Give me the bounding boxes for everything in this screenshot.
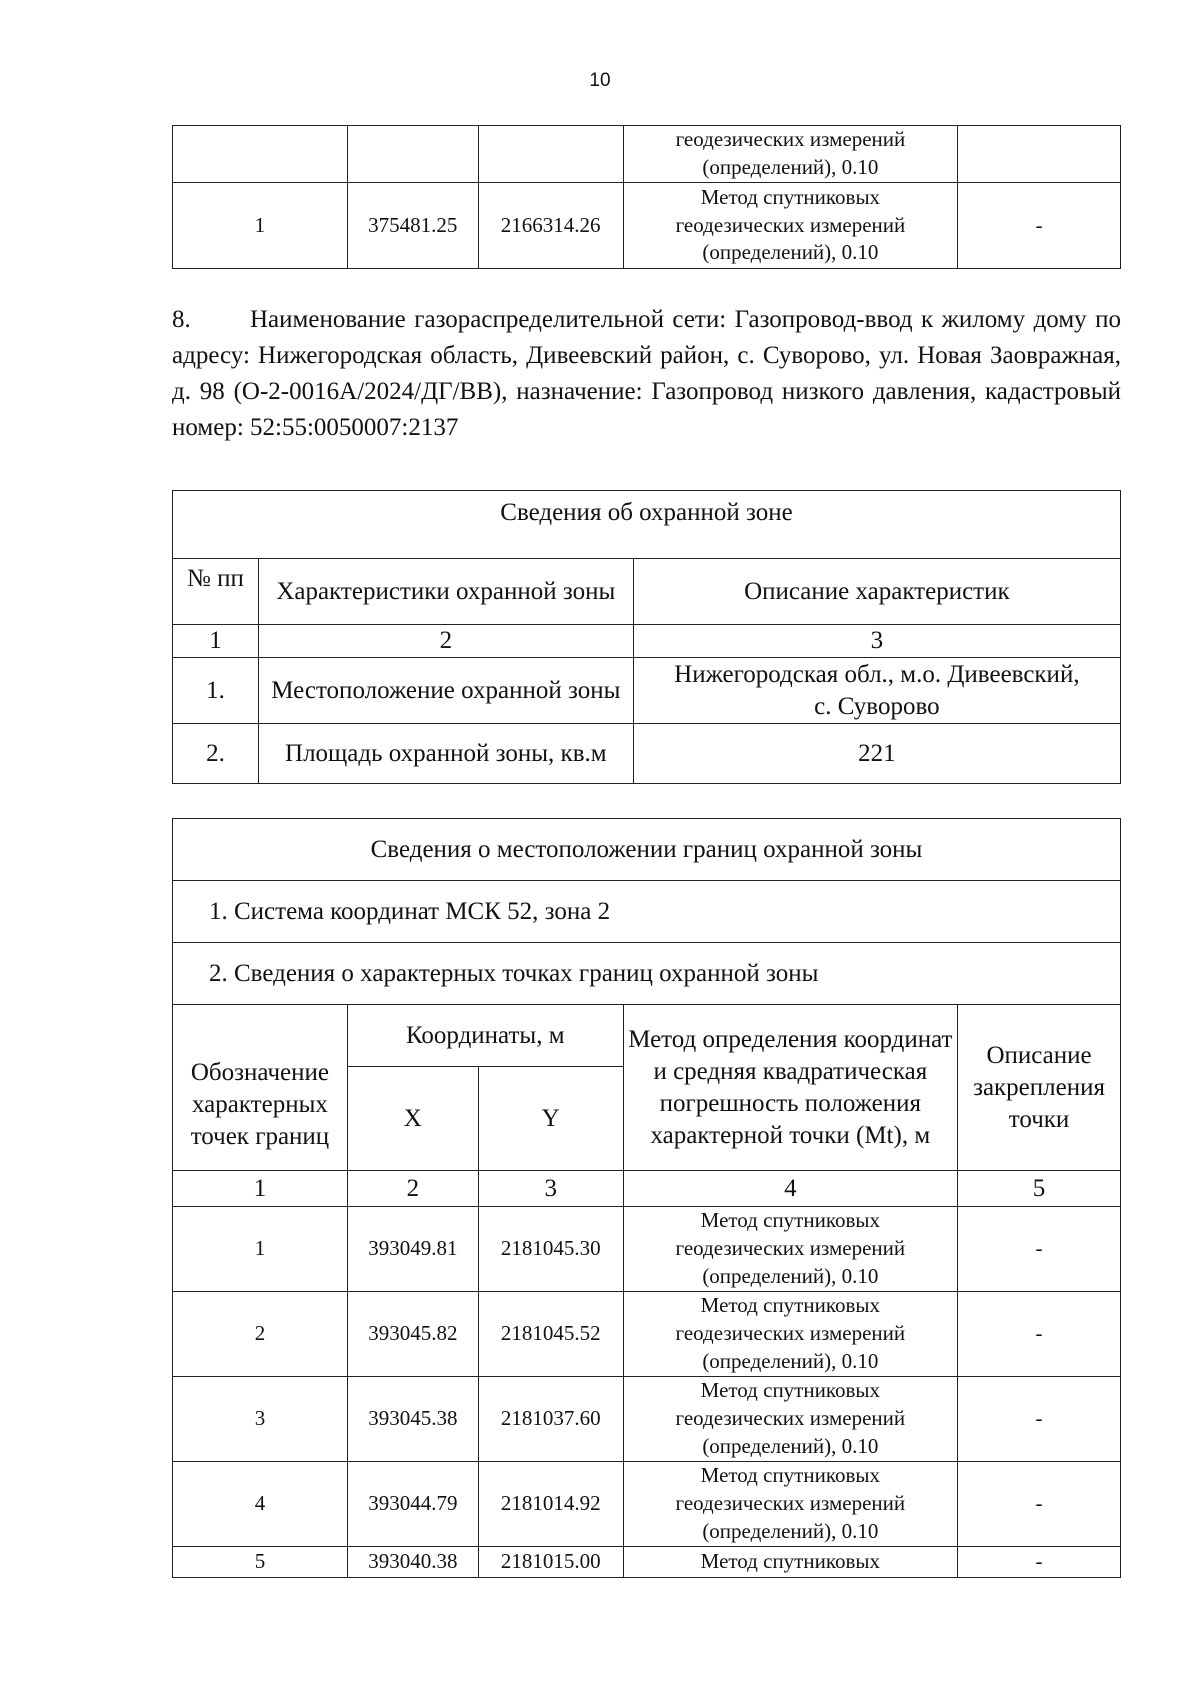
fix-cell: [958, 126, 1121, 183]
table-header-row: [173, 1005, 1121, 1067]
row-characteristic: Местоположение охранной зоны: [258, 658, 633, 724]
column-number: 1: [173, 625, 259, 658]
column-numbers-row: [173, 1171, 1121, 1207]
fix-cell: -: [958, 183, 1121, 269]
section-number: 8.: [172, 306, 191, 333]
fix-cell: -: [958, 1462, 1121, 1547]
protected-zone-table: [172, 490, 1121, 784]
method-line: геодезических измерений: [675, 127, 906, 152]
column-number: 5: [958, 1171, 1121, 1207]
page-number: 10: [589, 70, 611, 91]
table-row: [173, 1462, 1121, 1547]
method-cell: [623, 183, 958, 269]
description-line: Нижегородская обл., м.о. Дивеевский,: [674, 661, 1080, 689]
table-title-row: [173, 491, 1121, 559]
fix-cell: -: [958, 1207, 1121, 1292]
table-row: [173, 1207, 1121, 1292]
y-cell: 2181014.92: [478, 1462, 623, 1547]
fix-cell: -: [958, 1292, 1121, 1377]
column-number: 4: [623, 1171, 957, 1207]
method-line: геодезических измерений: [675, 1491, 906, 1516]
header-description: Описание характеристик: [633, 559, 1120, 625]
points-title: 2. Сведения о характерных точках границ охранной зоны: [173, 943, 1121, 1005]
point-cell: 4: [173, 1462, 348, 1547]
section-paragraph: [172, 302, 1121, 446]
section-text: Наименование газораспределительной сети: Газопровод-ввод к жилому дому по адресу: Нижегородская область, Дивеевский район, с. Суворово, ул. Новая Заовражная, д. 98 (О-2-0016А/2024/ДГ/ВВ), назначение: Газопровод низкого давления, кадастровый номер: 52:55:0050007:2137: [172, 306, 1121, 441]
method-line: (определений), 0.10: [702, 155, 879, 179]
x-cell: 393040.38: [347, 1547, 478, 1578]
method-cell: [623, 126, 958, 183]
method-line: (определений), 0.10: [702, 1348, 879, 1373]
y-cell: 2181015.00: [478, 1547, 623, 1578]
method-cell: [623, 1377, 957, 1462]
table-title-row: [173, 819, 1121, 881]
column-number: 1: [173, 1171, 348, 1207]
point-cell: [173, 126, 348, 183]
x-cell: 375481.25: [347, 183, 478, 269]
method-line: геодезических измерений: [675, 1321, 906, 1346]
header-designation: Обозначение характерных точек границ: [173, 1005, 348, 1171]
header-x: X: [347, 1067, 478, 1171]
method-line: (определений), 0.10: [702, 1263, 879, 1288]
method-cell: Метод спутниковых: [623, 1547, 957, 1578]
table-title: Сведения об охранной зоне: [173, 491, 1121, 559]
header-y: Y: [478, 1067, 623, 1171]
x-cell: [347, 126, 478, 183]
table-row: [173, 1547, 1121, 1578]
table-row: [173, 658, 1121, 724]
row-description: [633, 658, 1120, 724]
row-num: 1.: [173, 658, 259, 724]
points-title-row: [173, 943, 1121, 1005]
header-characteristics: Характеристики охранной зоны: [258, 559, 633, 625]
point-cell: 3: [173, 1377, 348, 1462]
method-line: Метод спутниковых: [700, 1293, 880, 1318]
y-cell: 2181045.52: [478, 1292, 623, 1377]
point-cell: 1: [173, 1207, 348, 1292]
coordinate-system-row: [173, 881, 1121, 943]
method-line: (определений), 0.10: [702, 240, 879, 265]
column-number: 2: [258, 625, 633, 658]
method-line: Метод спутниковых: [700, 1463, 880, 1488]
continued-coordinates-table: [172, 125, 1121, 269]
column-numbers-row: [173, 625, 1121, 658]
column-number: 2: [347, 1171, 478, 1207]
method-line: геодезических измерений: [675, 212, 906, 237]
row-characteristic: Площадь охранной зоны, кв.м: [258, 724, 633, 784]
x-cell: 393045.38: [347, 1377, 478, 1462]
y-cell: 2181045.30: [478, 1207, 623, 1292]
table-row: [173, 724, 1121, 784]
table-title: Сведения о местоположении границ охранной зоны: [173, 819, 1121, 881]
method-line: геодезических измерений: [675, 1406, 906, 1431]
method-line: (определений), 0.10: [702, 1433, 879, 1458]
y-cell: 2166314.26: [478, 183, 623, 269]
method-line: (определений), 0.10: [702, 1518, 879, 1543]
row-num: 2.: [173, 724, 259, 784]
header-method: Метод определения координат и средняя квадратическая погрешность положения характерной точки (Mt), м: [623, 1005, 957, 1171]
y-cell: 2181037.60: [478, 1377, 623, 1462]
table-row: [173, 126, 1121, 183]
coordinate-system: 1. Система координат МСК 52, зона 2: [173, 881, 1121, 943]
header-coordinates: Координаты, м: [347, 1005, 623, 1067]
x-cell: 393044.79: [347, 1462, 478, 1547]
table-row: [173, 1292, 1121, 1377]
method-line: Метод спутниковых: [700, 1378, 880, 1403]
table-row: [173, 183, 1121, 269]
table-row: [173, 1377, 1121, 1462]
column-number: 3: [478, 1171, 623, 1207]
x-cell: 393049.81: [347, 1207, 478, 1292]
fix-cell: -: [958, 1377, 1121, 1462]
column-number: 3: [633, 625, 1120, 658]
point-cell: 2: [173, 1292, 348, 1377]
boundary-coordinates-table: [172, 818, 1121, 1578]
x-cell: 393045.82: [347, 1292, 478, 1377]
header-fixing: Описание закрепления точки: [958, 1005, 1121, 1171]
description-line: с. Суворово: [814, 692, 940, 720]
method-line: Метод спутниковых: [700, 184, 881, 209]
row-description: 221: [633, 724, 1120, 784]
method-cell: [623, 1462, 957, 1547]
point-cell: 5: [173, 1547, 348, 1578]
method-line: геодезических измерений: [675, 1236, 906, 1261]
fix-cell: -: [958, 1547, 1121, 1578]
method-cell: [623, 1207, 957, 1292]
point-cell: 1: [173, 183, 348, 269]
header-num: № пп: [173, 559, 259, 625]
method-cell: [623, 1292, 957, 1377]
table-header-row: [173, 559, 1121, 625]
y-cell: [478, 126, 623, 183]
method-line: Метод спутниковых: [700, 1208, 880, 1233]
